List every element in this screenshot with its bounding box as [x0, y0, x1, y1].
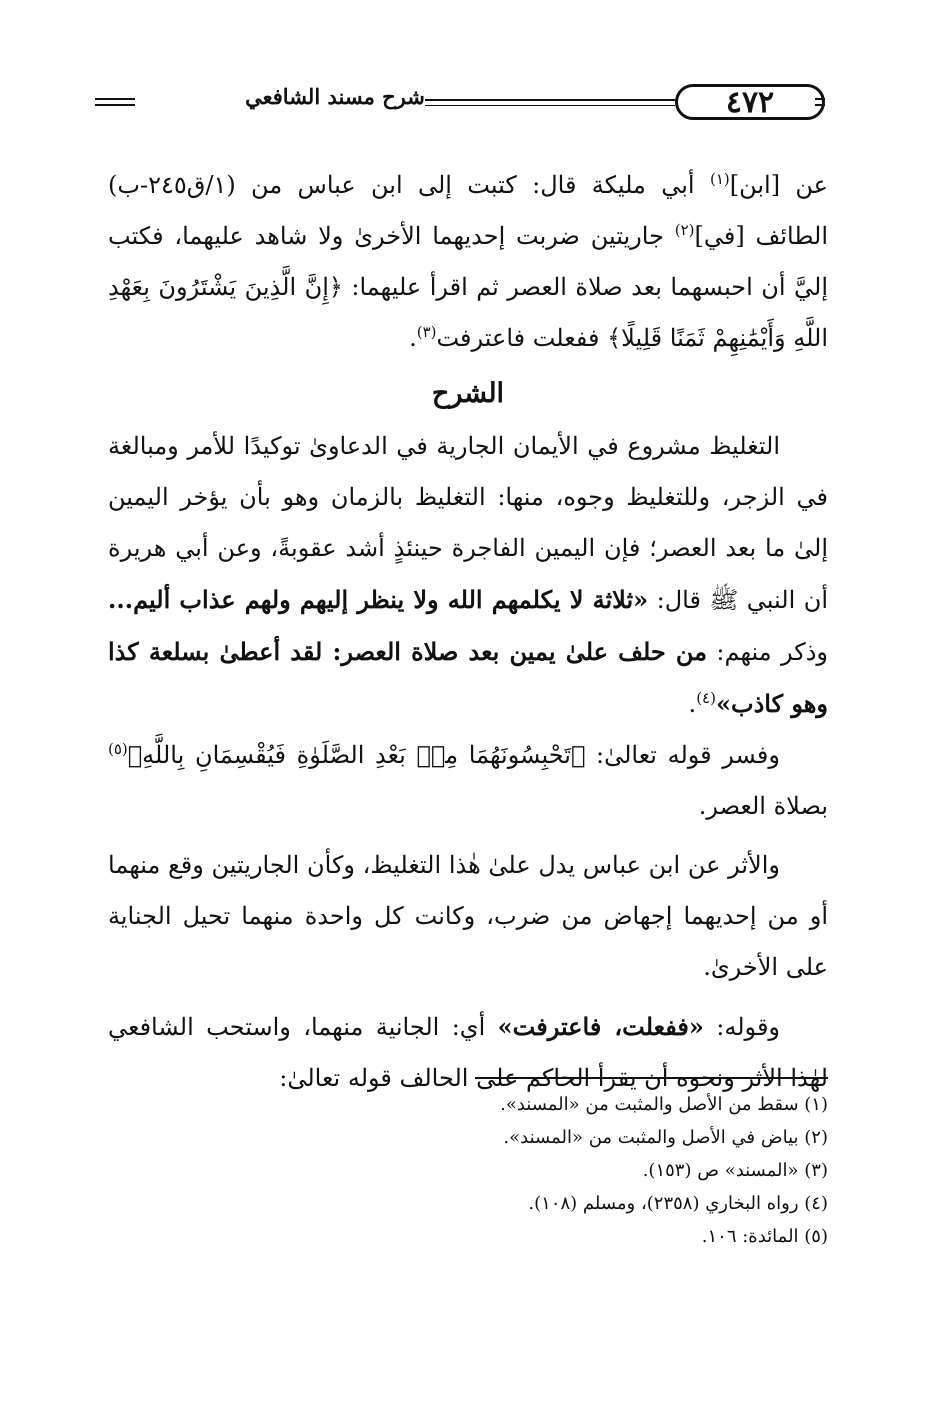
commentary-paragraph-1 — [108, 421, 828, 730]
section-heading: الشرح — [431, 378, 505, 409]
narration-text-3: جاريتين ضربت إحديهما الأخرىٰ ولا شاهد عليهما، فكتب إليَّ أن احبسهما بعد صلاة العصر ثم اقرأ عليهما: — [108, 222, 828, 301]
footnote-ref-3: (٣) — [416, 323, 437, 341]
commentary-text-6: والأثر عن ابن عباس يدل علىٰ هٰذا التغليظ، وكأن الجاريتين وقع منهما أو من إحديهما إجهاض من ضرب، وكانت كل واحدة منهما تحيل الجناية على الأخرىٰ. — [108, 851, 829, 981]
footnote-4: (٤) رواه البخاري (٢٣٥٨)، ومسلم (١٠٨). — [528, 1193, 828, 1214]
footnote-ref-2: (٢) — [674, 221, 695, 239]
commentary-text-5: بصلاة العصر. — [698, 792, 828, 820]
commentary-text-3: . — [688, 690, 697, 718]
commentary-text-2: وذكر منهم: — [707, 638, 828, 666]
header-mid-line-top — [425, 99, 675, 101]
commentary-text-7: وقوله: — [703, 1013, 781, 1041]
footnotes — [108, 1088, 828, 1253]
hadith-text-2: من حلف علىٰ يمين بعد صلاة العصر: لقد أعطىٰ بسلعة كذا وهو كاذب» — [108, 637, 828, 718]
main-text — [108, 160, 828, 1104]
footnote-ref-1: (١) — [709, 170, 730, 188]
book-title: شرح مسند الشافعي — [245, 84, 425, 109]
quoted-phrase: «ففعلت، فاعترفت» — [497, 1012, 704, 1041]
footnote-ref-5: (٥) — [108, 740, 128, 758]
footnote-1: (١) سقط من الأصل والمثبت من «المسند». — [500, 1094, 828, 1115]
narration-text-1: عن [ابن] — [729, 171, 829, 199]
quran-verse-2: ﴿تَحْبِسُونَهُمَا مِنۢ بَعْدِ الصَّلَوٰةِ فَيُقْسِمَانِ بِاللَّهِ﴾ — [127, 741, 586, 769]
header-left-line-top — [95, 98, 135, 100]
narration-text-4: ففعلت فاعترفت — [436, 324, 608, 352]
footnote-5: (٥) المائدة: ١٠٦. — [701, 1226, 828, 1247]
footnote-2: (٢) بياض في الأصل والمثبت من «المسند». — [503, 1127, 828, 1148]
narration-paragraph — [108, 160, 828, 364]
footnote-separator — [475, 1077, 828, 1079]
commentary-text-4: وفسر قوله تعالىٰ: — [585, 741, 780, 769]
commentary-text-1: التغليظ مشروع في الأيمان الجارية في الدعاوىٰ توكيدًا للأمر ومبالغة في الزجر، وللتغليظ وجوه، منها: التغليظ بالزمان وهو بأن يؤخر اليمين إلىٰ ما بعد العصر؛ فإن اليمين الفاجرة حينئذٍ أشد عقوبةً، وعن أبي هريرة أن النبي ﷺ قال: — [108, 432, 829, 614]
commentary-paragraph-3 — [108, 840, 828, 993]
page-header — [95, 78, 825, 128]
narration-text-2: أبي مليكة قال: كتبت إلى ابن عباس من (١/ق٢٤٥-ب) الطائف [في] — [108, 171, 828, 250]
hadith-text-1: «ثلاثة لا يكلمهم الله ولا ينظر إليهم ولهم عذاب أليم... — [108, 585, 649, 614]
header-left-line-bottom — [95, 104, 135, 106]
footnote-ref-4: (٤) — [696, 689, 716, 707]
commentary-paragraph-2 — [108, 730, 828, 832]
footnote-3: (٣) «المسند» ص (١٥٣). — [642, 1160, 828, 1181]
commentary-text-8: أي: الجانية منهما، واستحب الشافعي لهٰذا الأثر ونحوه أن يقرأ الحاكم على الحالف قوله تعالىٰ: — [108, 1013, 828, 1092]
narration-text-5: . — [409, 324, 417, 352]
header-mid-line-bottom — [425, 105, 675, 106]
quran-verse-1: ﴿إِنَّ الَّذِينَ يَشْتَرُونَ بِعَهْدِ اللَّهِ وَأَيْمَٰنِهِمْ ثَمَنًا قَلِيلًا﴾ — [108, 273, 828, 352]
page-number: ٤٧٢ — [675, 84, 825, 120]
